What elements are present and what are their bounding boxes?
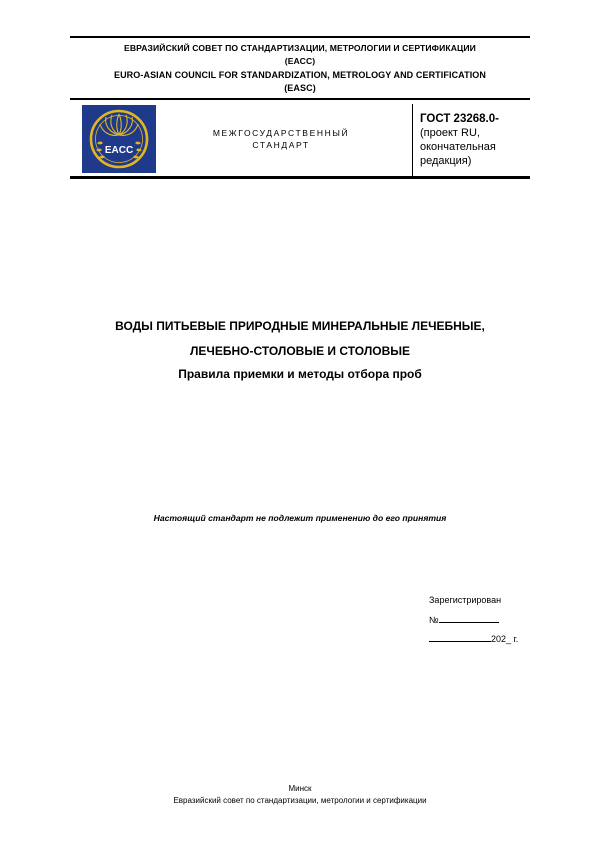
top-rule: [70, 36, 530, 38]
document-title-line2: ЛЕЧЕБНО-СТОЛОВЫЕ И СТОЛОВЫЕ: [190, 344, 410, 358]
footer-publisher: Евразийский совет по стандартизации, метрологии и сертификации: [173, 796, 427, 805]
registration-date: [429, 632, 518, 645]
council-name-ru: [70, 42, 530, 67]
easc-emblem-icon: [82, 105, 156, 173]
standard-kind-line2: СТАНДАРТ: [252, 140, 310, 150]
logo-text: EACC: [104, 145, 134, 156]
registration-number-prefix: №: [429, 615, 439, 625]
document-subtitle: Правила приемки и методы отбора проб: [178, 367, 422, 381]
registration-number-blank: [439, 613, 499, 623]
registration-number: [429, 613, 499, 626]
council-abbr-en: (EASC): [284, 82, 316, 93]
header-rule: [70, 98, 530, 100]
header-bottom-rule: [70, 176, 530, 179]
header-divider: [412, 104, 413, 176]
adoption-notice: Настоящий стандарт не подлежит применению до его принятия: [153, 513, 447, 523]
council-abbr-ru: (ЕАСС): [284, 55, 316, 66]
registration-label: Зарегистрирован: [429, 595, 502, 605]
council-name-ru-text: ЕВРАЗИЙСКИЙ СОВЕТ ПО СТАНДАРТИЗАЦИИ, МЕТРОЛОГИИ И СЕРТИФИКАЦИИ: [124, 43, 476, 53]
gost-number: ГОСТ 23268.0-: [420, 113, 499, 125]
registration-date-blank: [429, 632, 491, 642]
document-title-line1: ВОДЫ ПИТЬЕВЫЕ ПРИРОДНЫЕ МИНЕРАЛЬНЫЕ ЛЕЧЕБНЫЕ,: [115, 319, 485, 333]
footer-city: Минск: [288, 784, 312, 793]
council-name-en-text: EURO-ASIAN COUNCIL FOR STANDARDIZATION, METROLOGY AND CERTIFICATION: [113, 70, 487, 80]
council-name-en: [70, 69, 530, 94]
standard-kind-line1: МЕЖГОСУДАРСТВЕННЫЙ: [212, 128, 350, 138]
draft-note: (проект RU, окончательная редакция): [420, 127, 496, 167]
registration-year: 202_ г.: [491, 634, 519, 644]
standard-kind: [196, 127, 366, 151]
